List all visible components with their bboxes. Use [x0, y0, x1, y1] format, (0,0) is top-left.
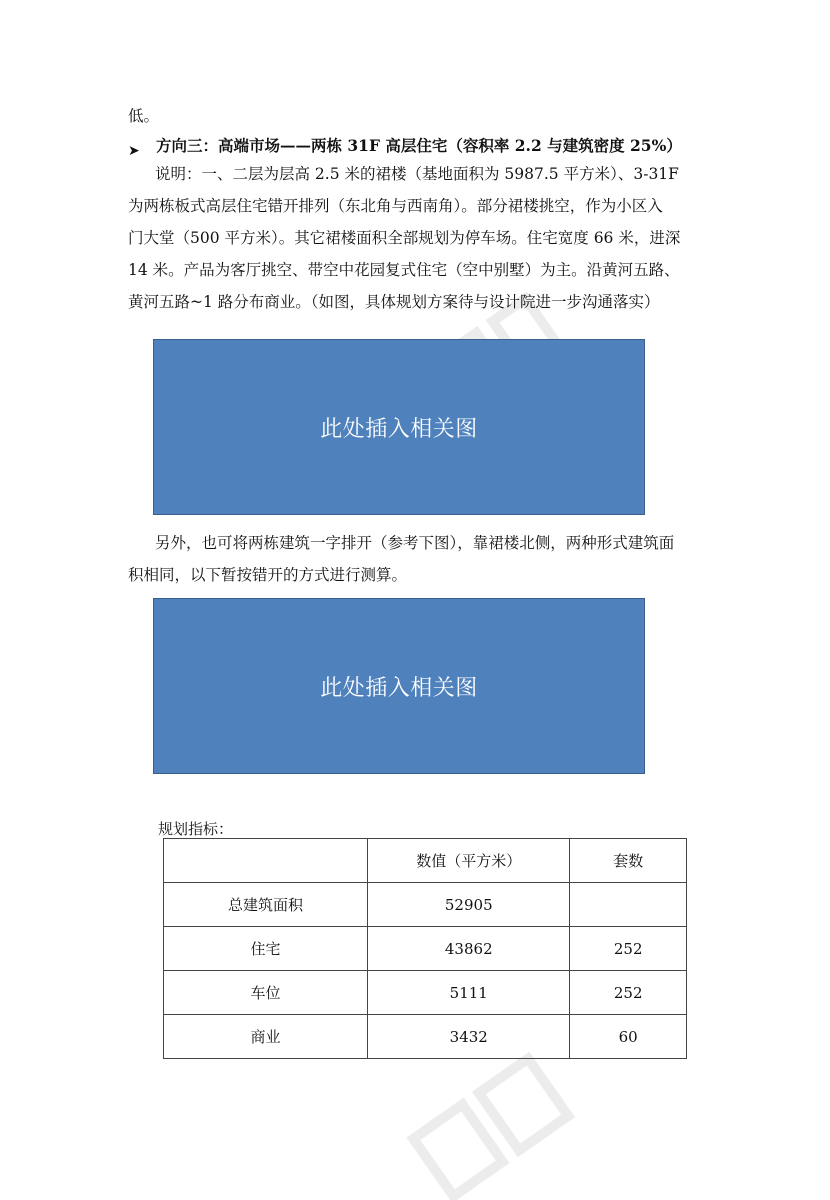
table-header-row	[164, 839, 687, 883]
table-cell: 5111	[368, 971, 570, 1015]
table-cell: 3432	[368, 1015, 570, 1059]
table-row	[164, 883, 687, 927]
alternative-text-line: 积相同，以下暂按错开的方式进行测算。	[128, 566, 408, 584]
table-cell: 252	[570, 971, 687, 1015]
description-line: 门大堂（500 平方米）。其它裙楼面积全部规划为停车场。住宅宽度 66 米，进深	[128, 229, 681, 247]
table-cell	[570, 883, 687, 927]
table-cell: 252	[570, 927, 687, 971]
table-cell: 商业	[164, 1015, 368, 1059]
table-header-cell: 套数	[570, 839, 687, 883]
table-cell: 总建筑面积	[164, 883, 368, 927]
description-line: 说明：一、二层为层高 2.5 米的裙楼（基地面积为 5987.5 平方米）、3-31F	[155, 165, 679, 183]
table-header-cell: 数值（平方米）	[368, 839, 570, 883]
description-line: 14 米。产品为客厅挑空、带空中花园复式住宅（空中别墅）为主。沿黄河五路、	[128, 261, 680, 279]
table-caption: 规划指标：	[158, 820, 234, 838]
table-row	[164, 927, 687, 971]
table-cell: 60	[570, 1015, 687, 1059]
planning-metrics-table	[163, 838, 687, 1059]
image-placeholder-1	[153, 339, 645, 515]
image-placeholder-label: 此处插入相关图	[320, 416, 478, 442]
image-placeholder-2	[153, 598, 645, 774]
carry-over-text: 低。	[128, 107, 160, 125]
image-placeholder-label: 此处插入相关图	[320, 675, 478, 701]
table-row	[164, 1015, 687, 1059]
section-heading: 方向三：高端市场——两栋 31F 高层住宅（容积率 2.2 与建筑密度 25%）	[156, 136, 682, 155]
table-cell: 43862	[368, 927, 570, 971]
table-header-cell	[164, 839, 368, 883]
table-cell: 52905	[368, 883, 570, 927]
alternative-text-line: 另外，也可将两栋建筑一字排开（参考下图），靠裙楼北侧，两种形式建筑面	[155, 534, 675, 552]
table-row	[164, 971, 687, 1015]
table-cell: 车位	[164, 971, 368, 1015]
watermark-logo	[380, 1040, 640, 1200]
description-line: 黄河五路~1 路分布商业。（如图，具体规划方案待与设计院进一步沟通落实）	[128, 293, 660, 311]
arrow-bullet-icon: ➤	[128, 143, 140, 159]
description-line: 为两栋板式高层住宅错开排列（东北角与西南角）。部分裙楼挑空，作为小区入	[128, 197, 663, 215]
table-cell: 住宅	[164, 927, 368, 971]
